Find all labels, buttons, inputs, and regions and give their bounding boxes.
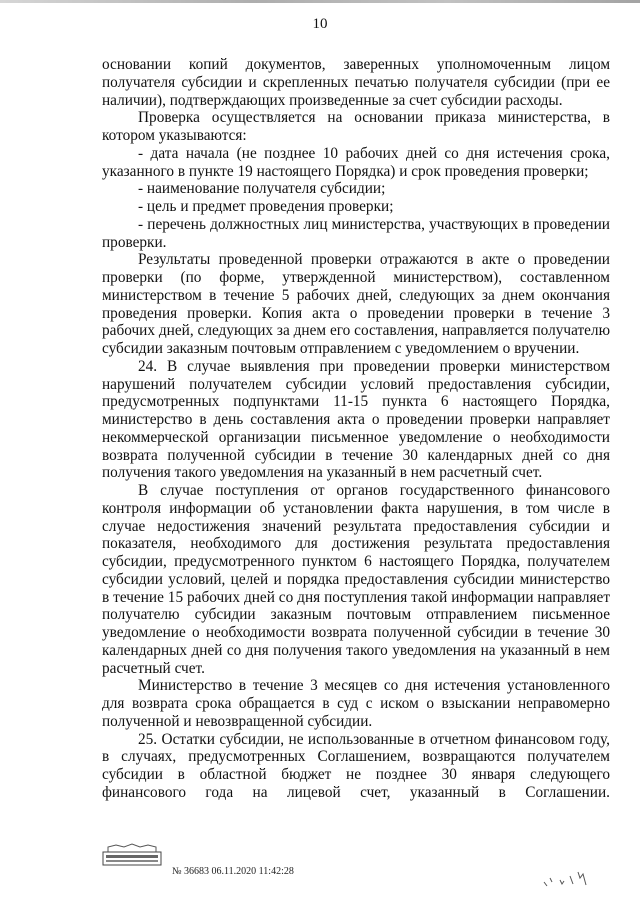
paragraph: - цель и предмет проведения проверки;: [138, 198, 394, 215]
document-registration-stamp: № 36683 06.11.2020 11:42:28: [172, 866, 294, 877]
paragraph: Проверка осуществляется на основании приказа министерства, в котором указываются:: [102, 109, 610, 144]
paragraph: 25. Остатки субсидии, не использованные в отчетном финансовом году, в случаях, предусмотренных Соглашением, возвращаются получателем субсидии в областной бюджет не позднее 30 января следующего финансового года на лицевой счет, указанный в Соглашении.: [102, 730, 610, 801]
paragraph: - перечень должностных лиц министерства, участвующих в проведении проверки.: [102, 215, 610, 251]
paragraph: - дата начала (не позднее 10 рабочих дней со дня истечения срока, указанного в пункте 19 настоящего Порядка) и срок проведения проверки;: [102, 144, 610, 180]
registry-stamp-logo: [102, 843, 162, 867]
document-body: [102, 56, 610, 802]
paragraph: В случае поступления от органов государственного финансового контроля информации об установлении факта нарушения, в том числе в случае недостижения значений результата предоставления субсидии и показателя, необходимого для достижения результата предоставления субсидии, предусмотренного пунктом 6 настоящего Порядка, получателем субсидии условий, целей и порядка предоставления субсидии министерство в течение 15 рабочих дней со дня поступления такой информации направляет получателю субсидии заказным почтовым отправлением письменное уведомление о необходимости возврата полученной субсидии в течение 30 календарных дней со дня получения такого уведомления на указанный в нем расчетный счет.: [102, 482, 610, 677]
footer: [102, 843, 522, 877]
paragraph: Результаты проведенной проверки отражаются в акте о проведении проверки (по форме, утвержденной министерством), составленном министерством в течение 5 рабочих дней, следующих за днем окончания проведения проверки. Копия акта о проведении проверки в течение 3 рабочих дней, следующих за днем его составления, направляется получателю субсидии заказным почтовым отправлением с уведомлением о вручении.: [102, 251, 610, 357]
paragraph: основании копий документов, заверенных уполномоченным лицом получателя субсидии и скрепленных печатью получателя субсидии (при ее наличии), подтверждающих произведенные за счет субсидии расходы.: [102, 56, 610, 109]
page-number: 10: [312, 16, 328, 32]
scan-top-edge: [0, 0, 640, 3]
paragraph: - наименование получателя субсидии;: [138, 180, 386, 198]
paragraph: 24. В случае выявления при проведении проверки министерством нарушений получателем субсидии условий предоставления субсидии, предусмотренных подпунктами 11-15 пункта 6 настоящего Порядка, министерство в день составления акта о проведении проверки направляет некоммерческой организации письменное уведомление о необходимости возврата полученной субсидии в течение 30 календарных дней со дня получения такого уведомления на указанный в нем расчетный счет.: [102, 357, 610, 482]
paragraph: Министерство в течение 3 месяцев со дня истечения установленного для возврата срока обращается в суд с иском о взыскании неправомерно полученной и невозвращенной субсидии.: [102, 677, 610, 730]
handwritten-mark: [536, 860, 606, 890]
